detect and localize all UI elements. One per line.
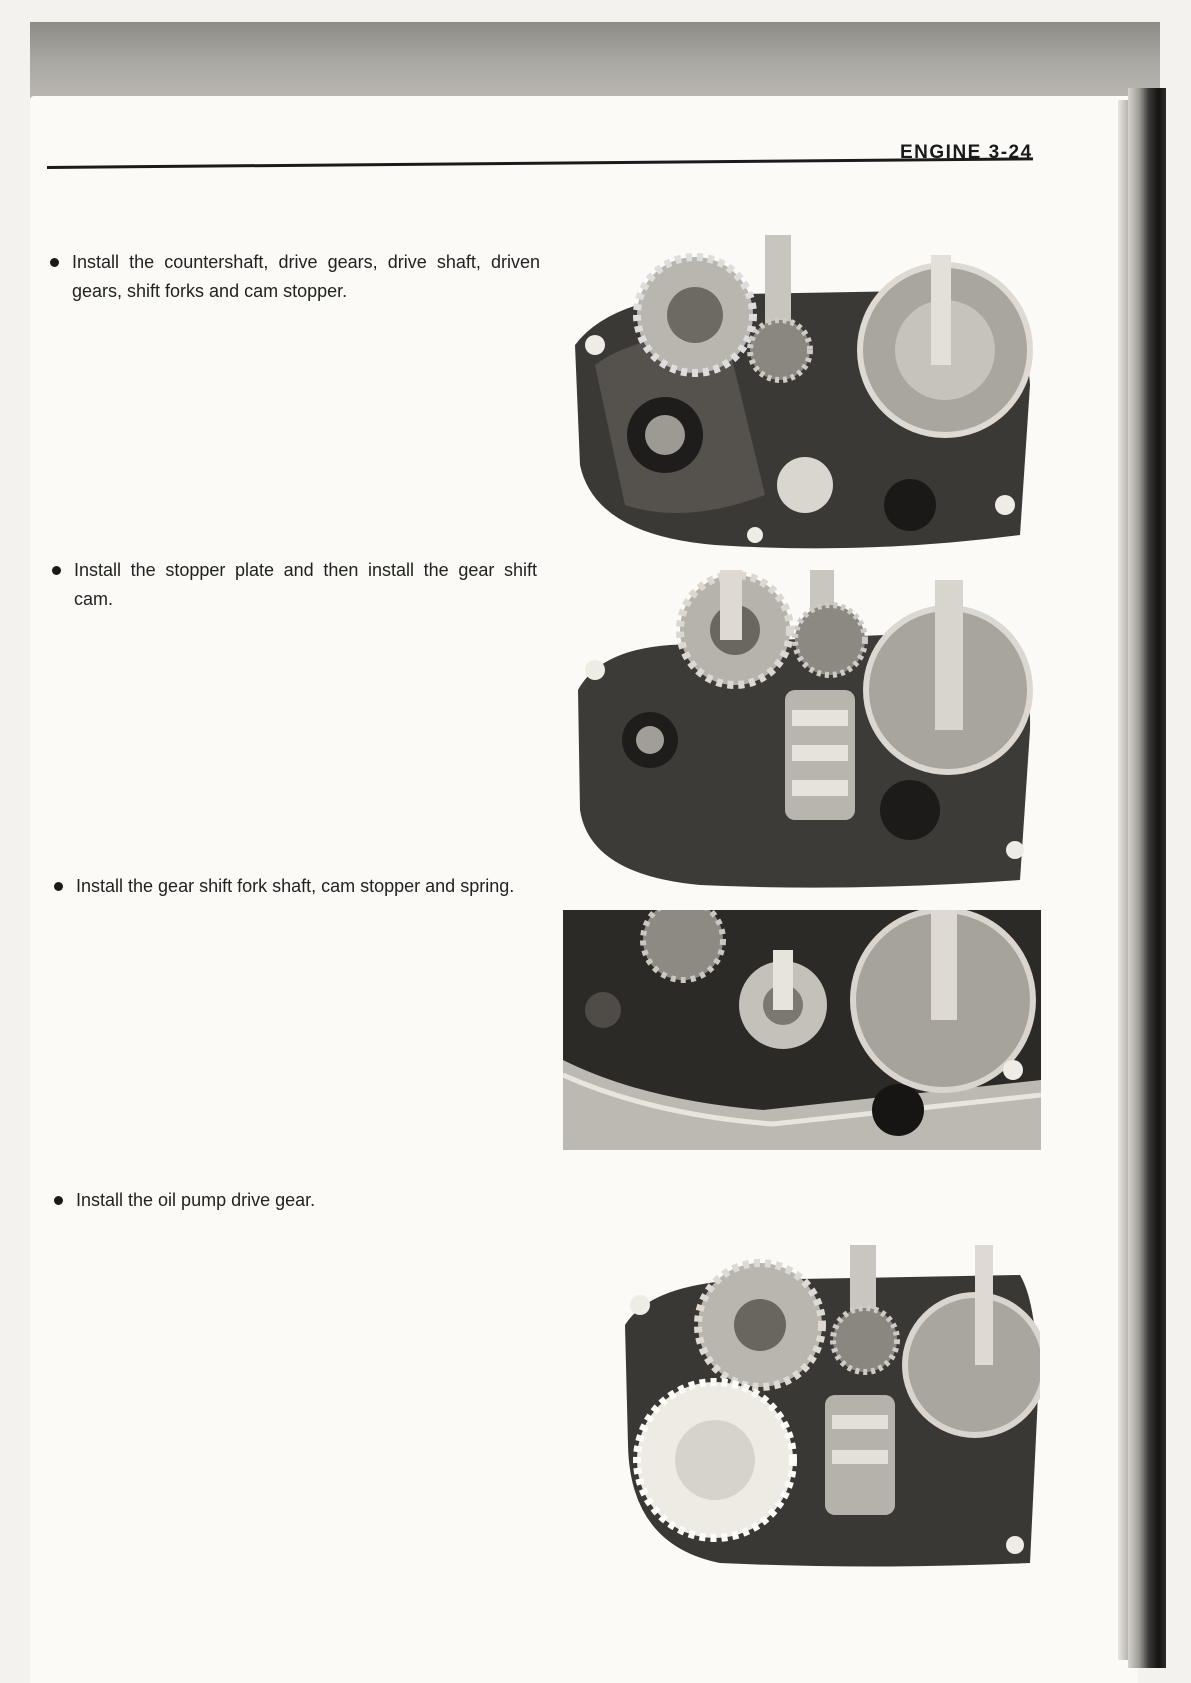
section-page-label: ENGINE 3-24 <box>900 142 1033 163</box>
step-text: Install the oil pump drive gear. <box>76 1190 316 1210</box>
step-4 <box>54 1186 544 1215</box>
bullet-icon <box>54 882 63 891</box>
crankcase-shift-cam-photo <box>570 570 1035 892</box>
bullet-icon <box>54 1196 63 1205</box>
step-2 <box>52 556 537 614</box>
page-edge-highlight <box>1118 100 1128 1660</box>
step-text: Install the gear shift fork shaft, cam stopper and spring. <box>76 876 515 896</box>
crankcase-gears-photo <box>565 235 1035 555</box>
bullet-icon <box>50 258 59 267</box>
scan-top-shadow <box>30 22 1160 106</box>
step-1 <box>50 248 540 306</box>
crankcase-oil-pump-gear-photo <box>620 1245 1040 1570</box>
bullet-icon <box>52 566 61 575</box>
book-binding-edge <box>1128 88 1166 1668</box>
step-text: Install the stopper plate and then install the gear shift cam. <box>74 560 537 609</box>
crankcase-fork-shaft-photo <box>563 910 1041 1150</box>
step-text: Install the countershaft, drive gears, drive shaft, driven gears, shift forks and cam stopper. <box>72 252 540 301</box>
step-3 <box>54 872 542 901</box>
